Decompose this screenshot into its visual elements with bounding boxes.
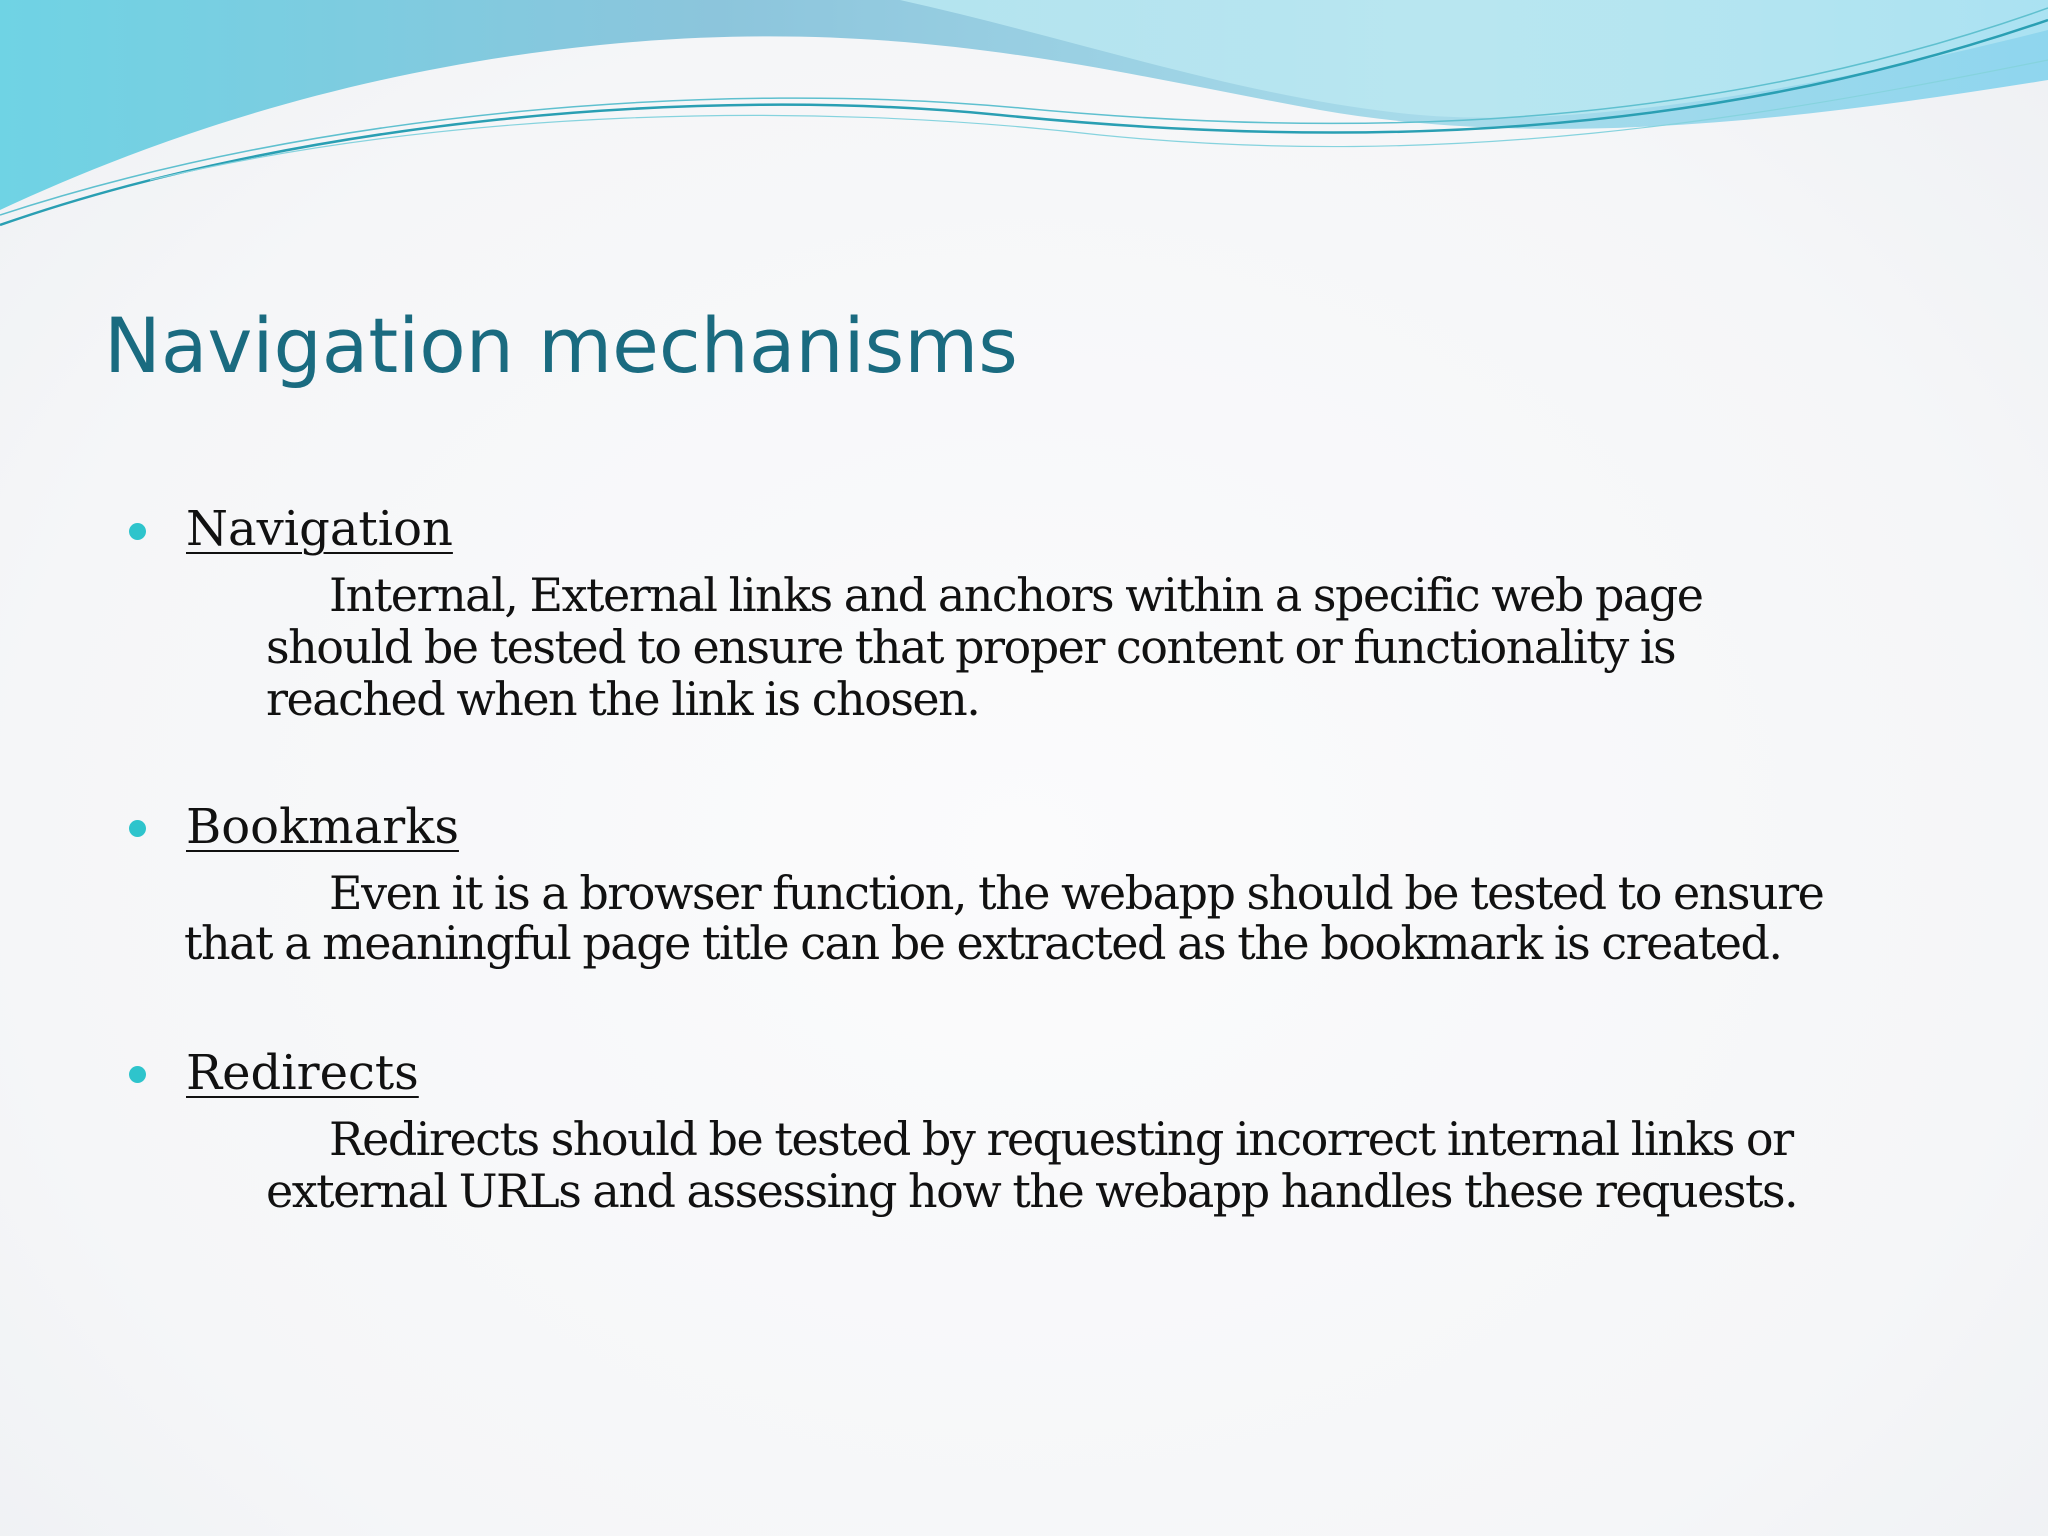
bullet-dot-icon (129, 1066, 146, 1083)
bullet-text-line: Internal, External links and anchors within a specific web page (329, 568, 1703, 622)
bullet-heading-bookmarks: Bookmarks (186, 799, 459, 855)
bullet-text-line: Redirects should be tested by requesting incorrect internal links or (329, 1112, 1793, 1166)
bullet-text-line: reached when the link is chosen. (266, 672, 980, 726)
bullet-text-line: that a meaningful page title can be extracted as the bookmark is created. (184, 916, 1782, 970)
slide-title: Navigation mechanisms (104, 301, 1018, 390)
bullet-text-line: Even it is a browser function, the webapp should be tested to ensure (329, 866, 1824, 920)
bullet-dot-icon (129, 820, 146, 837)
bullet-text-line: should be tested to ensure that proper content or functionality is (266, 620, 1676, 674)
bullet-heading-redirects: Redirects (186, 1045, 419, 1101)
bullet-text-line: external URLs and assessing how the webapp handles these requests. (266, 1164, 1798, 1218)
bullet-dot-icon (129, 523, 146, 540)
bullet-heading-navigation: Navigation (186, 501, 453, 557)
